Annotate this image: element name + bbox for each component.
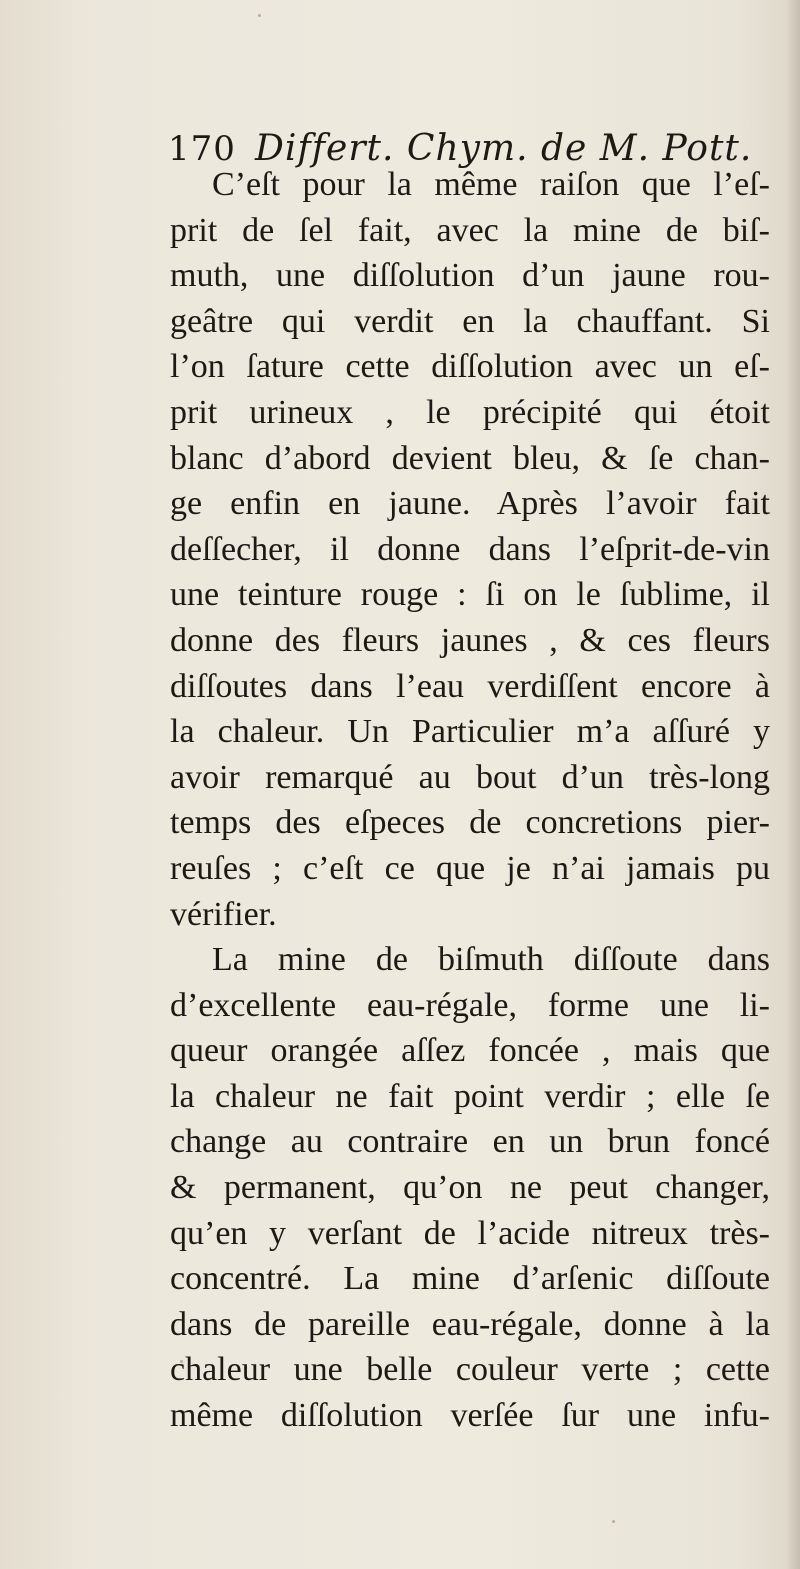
text-line: la chaleur ne fait point verdir ; elle ſe [170,1077,770,1115]
text-line: reuſes ; c’eſt ce que je n’ai jamais pu [170,849,770,887]
text-line: geâtre qui verdit en la chauffant. Si [170,302,770,340]
text-line: concentré. La mine d’arſenic diſſoute [170,1260,770,1298]
text-line: C’eſt pour la même raiſon que l’eſ- [212,166,770,203]
text-line: blanc d’abord devient bleu, & ſe chan- [170,439,770,477]
text-line: & permanent, qu’on ne peut changer, [170,1169,770,1207]
running-head: Differt. Chym. de M. Pott. [255,128,753,169]
text-line: temps des eſpeces de concretions pier- [170,804,770,842]
text-line: muth, une diſſolution d’un jaune rou- [170,257,770,295]
text-line: ge enfin en jaune. Après l’avoir fait [170,485,770,523]
text-line: prit de ſel fait, avec la mine de biſ- [170,211,770,249]
text-line: avoir remarqué au bout d’un très-long [170,758,770,796]
text-line: une teinture rouge : ſi on le ſublime, il [170,576,770,614]
page-number: 170 [168,129,236,169]
text-line: d’excellente eau-régale, forme une li- [170,986,770,1024]
text-line: deſſecher, il donne dans l’eſprit-de-vin [170,530,770,568]
paper-speck [258,14,261,17]
text-line: dans de pareille eau-régale, donne à la [170,1305,770,1343]
text-line: la chaleur. Un Particulier m’a aſſuré y [170,713,770,751]
text-line: queur orangée aſſez foncée , mais que [170,1032,770,1070]
paper-speck [612,1520,615,1523]
text-line: prit urineux , le précipité qui étoit [170,393,770,431]
text-line: même diſſolution verſée ſur une infu- [170,1397,770,1435]
text-line: vérifier. [170,895,277,933]
text-line: La mine de biſmuth diſſoute dans [212,941,770,979]
page-edge-shadow [786,0,800,1569]
text-line: donne des fleurs jaunes , & ces fleurs [170,621,770,659]
text-line: l’on ſature cette diſſolution avec un eſ- [170,348,770,386]
text-line: qu’en y verſant de l’acide nitreux très- [170,1214,770,1252]
body-text [170,162,770,1439]
text-line: change au contraire en un brun foncé [170,1123,770,1161]
text-line: diſſoutes dans l’eau verdiſſent encore à [170,667,770,705]
text-line: chaleur une belle couleur verte ; cette [170,1351,770,1389]
